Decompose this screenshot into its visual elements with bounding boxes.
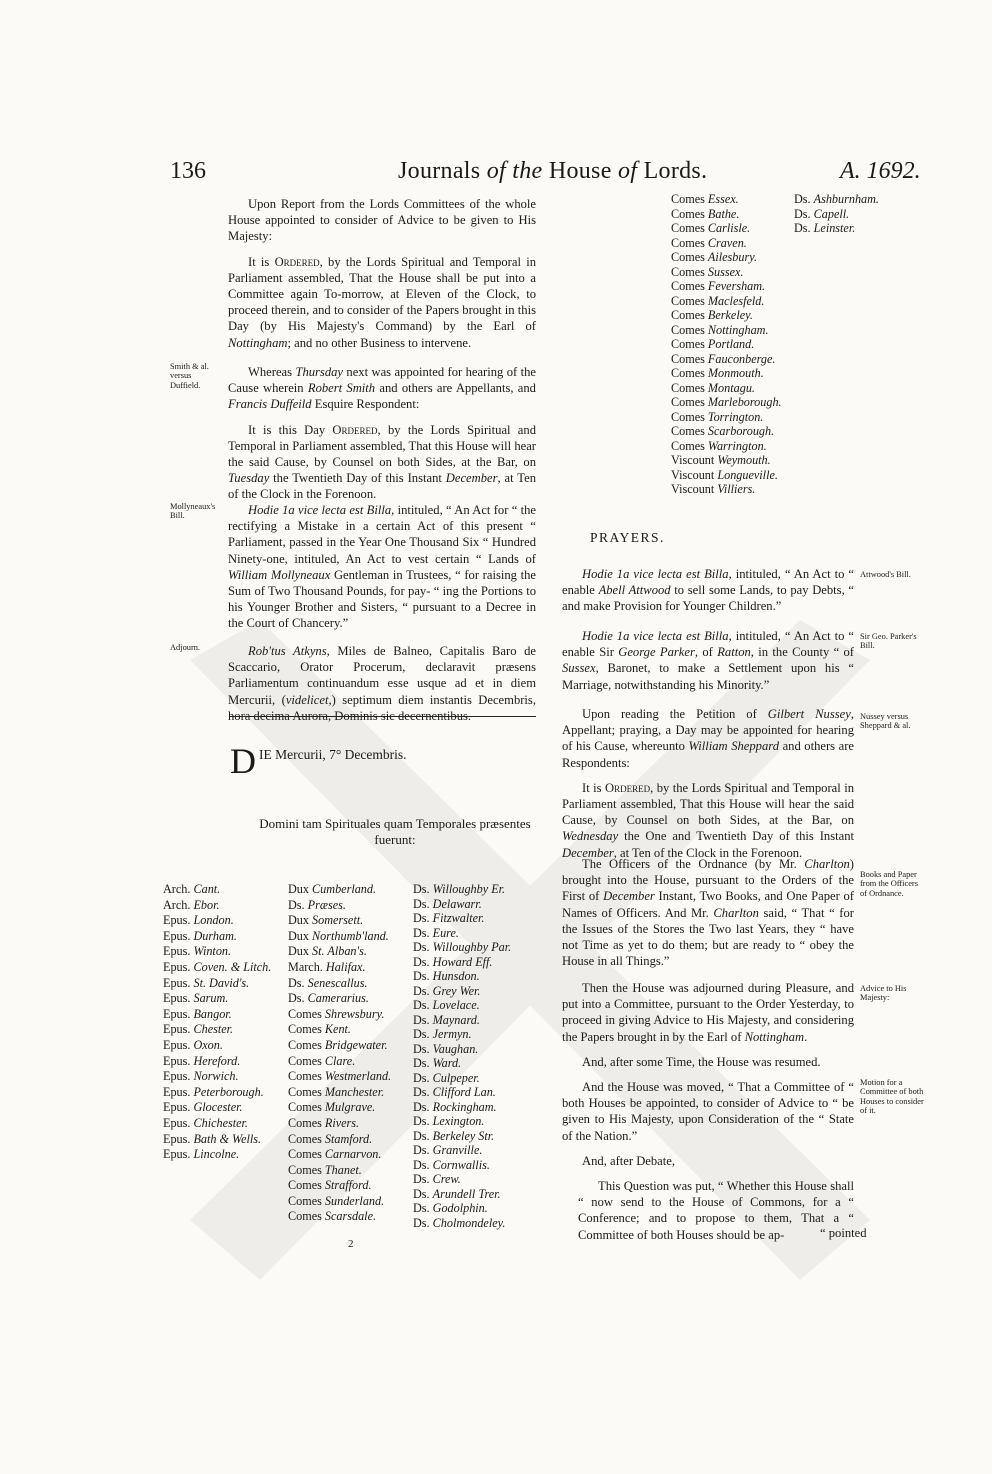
attendance-entry: Comes Bathe.: [671, 206, 740, 221]
attendance-entry: Epus. Chichester.: [163, 1115, 248, 1130]
parker-bill: Hodie 1a vice lecta est Billa, intituled, “ An Act to “ enable Sir George Parker, of Ratton, in the County “ of Sussex, Baronet, to make a Settlement upon his “ Marriage, notwithstanding his Minority.”: [562, 629, 855, 692]
adjournment-paragraph: Rob'tus Atkyns, Miles de Balneo, Capitalis Baro de Scaccario, Orator Procerum, declaravit præsens Parliamentum continuandum esse usque ad et in diem Mercurii, (videlicet,) septimum diem instantis Decembris, hora decima Aurora, Dominis sic decernentibus.: [228, 644, 536, 723]
attendance-entry: Comes Clare.: [288, 1053, 356, 1068]
attendance-entry: Comes Portland.: [671, 337, 755, 351]
attendance-entry: Comes Stamford.: [288, 1131, 373, 1146]
attendance-entry: Ds. Camerarius.: [288, 991, 369, 1006]
attendance-entry: Epus. Oxon.: [163, 1037, 223, 1052]
attendance-entry: Ds. Culpeper.: [413, 1070, 480, 1085]
attendance-entry: Comes Warrington.: [671, 438, 767, 453]
attendance-entry: Epus. Winton.: [163, 944, 232, 959]
attendance-entry: Comes Strafford.: [288, 1178, 372, 1193]
margin-note-mollyneaux: Mollyneaux's Bill.: [170, 502, 216, 521]
attendance-entry: Comes Essex.: [671, 192, 739, 206]
attendance-entry: Ds. Granville.: [413, 1143, 483, 1157]
attendance-entry: Comes Carnarvon.: [288, 1147, 382, 1162]
attendance-column-bishops: [163, 882, 271, 1163]
attendance-entry: Comes Nottingham.: [671, 322, 769, 337]
attendance-entry: Ds. Clifford Lan.: [413, 1085, 496, 1099]
attendance-entry: Comes Carlisle.: [671, 221, 751, 235]
attendance-entry: Epus. Sarum.: [163, 991, 229, 1006]
attendance-entry: March. Halifax.: [288, 959, 366, 974]
die-heading: D IE Mercurii, 7° Decembris.: [230, 741, 407, 781]
attendance-entry: Ds. Fitzwalter.: [413, 911, 485, 925]
attendance-heading: Domini tam Spirituales quam Temporales præsentes fuerunt:: [259, 816, 531, 847]
attendance-entry: Ds. Senescallus.: [288, 975, 368, 990]
catchword: “ pointed: [820, 1226, 867, 1240]
attendance-entry: Ds. Eure.: [413, 925, 459, 940]
attendance-entry: Ds. Lovelace.: [413, 998, 480, 1012]
attendance-entry: Viscount Weymouth.: [671, 453, 771, 467]
attendance-entry: Epus. London.: [163, 913, 234, 928]
attendance-entry: Comes Bridgewater.: [288, 1037, 388, 1052]
attendance-entry: Viscount Longueville.: [671, 467, 778, 482]
attendance-entry: Ds. Rockingham.: [413, 1099, 497, 1114]
attendance-column-earls: [671, 192, 782, 497]
attendance-entry: Comes Monmouth.: [671, 366, 764, 380]
section-rule: [230, 716, 536, 717]
attendance-entry: Comes Maclesfeld.: [671, 293, 765, 308]
margin-note-adjourn: Adjourn.: [170, 643, 201, 652]
attendance-column-barons: [413, 882, 511, 1230]
attwood-bill: Hodie 1a vice lecta est Billa, intituled, “ An Act to “ enable Abell Attwood to sell some Lands, to pay Debts, “ and make Provision for Younger Children.”: [562, 567, 854, 614]
prayers-heading: PRAYERS.: [590, 530, 665, 545]
attendance-entry: Comes Marleborough.: [671, 395, 782, 409]
drop-cap: D: [230, 741, 256, 781]
attendance-entry: Epus. Glocester.: [163, 1100, 243, 1115]
left-column-smith: [228, 364, 536, 512]
left-column-adjourn: [228, 643, 536, 733]
attendance-entry: Ds. Arundell Trer.: [413, 1186, 501, 1201]
attendance-entry: Comes Montagu.: [671, 380, 755, 395]
attendance-entry: Ds. Delawarr.: [413, 896, 482, 911]
attendance-entry: Ds. Berkeley Str.: [413, 1128, 495, 1143]
attendance-column-lords: [794, 192, 879, 236]
attendance-entry: Ds. Maynard.: [413, 1012, 480, 1027]
attendance-entry: Dux St. Alban's.: [288, 944, 367, 959]
margin-note-books: Books and Paper from the Officers of Ordnance.: [860, 870, 918, 898]
attendance-entry: Epus. Hereford.: [163, 1053, 241, 1068]
attendance-entry: Ds. Grey Wer.: [413, 983, 481, 998]
attendance-entry: Comes Mulgrave.: [288, 1100, 376, 1115]
attendance-entry: Epus. St. David's.: [163, 975, 250, 990]
attendance-entry: Viscount Villiers.: [671, 482, 756, 496]
attendance-entry: Comes Sussex.: [671, 264, 744, 279]
attendance-entry: Comes Feversham.: [671, 279, 766, 293]
attendance-entry: Epus. Norwich.: [163, 1069, 239, 1084]
report-paragraph: Upon Report from the Lords Committees of the whole House appointed to consider of Advice to be given to His Majesty:: [228, 197, 536, 244]
attendance-entry: Comes Manchester.: [288, 1084, 385, 1099]
attendance-entry: Dux Somersett.: [288, 913, 364, 928]
whereas-paragraph: Whereas Thursday next was appointed for hearing of the Cause wherein Robert Smith and others are Appellants, and Francis Duffeild Esquire Respondent:: [228, 365, 536, 412]
attendance-entry: Comes Craven.: [671, 235, 747, 250]
attendance-entry: Comes Scarsdale.: [288, 1209, 377, 1224]
attendance-entry: Ds. Hunsdon.: [413, 969, 480, 983]
margin-note-parker: Sir Geo. Parker's Bill.: [860, 632, 917, 651]
committee-section: Then the House was adjourned during Pleasure, and put into a Committee, pursuant to the Order Yesterday, to proceed in giving Advice to His Majesty, and considering the Papers brought in by the Earl of Nottingham. And, after some Time, the House was resumed. And the House was moved, “ That a Committee of “ both Houses be appointed, to consider of Advice to “ be given to His Majesty, upon Consideration of the “ State of the Nation.” And, after Debate, This Question was put, “ Whether this House shall “ now send to the House of Commons, for a “ Conference; and to propose to them, That a “ Committee of both Houses should be ap-: [562, 981, 854, 1242]
attendance-entry: Ds. Præses.: [288, 897, 346, 912]
margin-note-advice: Advice to His Majesty:: [860, 984, 907, 1003]
attendance-entry: Comes Berkeley.: [671, 308, 753, 322]
attendance-entry: Comes Thanet.: [288, 1162, 362, 1177]
attendance-entry: Comes Fauconberge.: [671, 351, 776, 366]
order-committee-paragraph: It is Ordered, by the Lords Spiritual and Temporal in Parliament assembled, That the House shall be put into a Committee again To-morrow, at Eleven of the Clock, to proceed therein, and to consider of the Papers brought in this Day (by His Majesty's Command) by the Earl of Nottingham; and no other Business to intervene.: [228, 254, 536, 350]
attendance-entry: Epus. Bangor.: [163, 1006, 232, 1021]
attendance-entry: Ds. Cholmondeley.: [413, 1215, 506, 1230]
attendance-entry: Epus. Chester.: [163, 1022, 234, 1037]
attendance-entry: Ds. Crew.: [413, 1172, 461, 1186]
attendance-entry: Dux Northumb'land.: [288, 928, 389, 943]
attendance-entry: Ds. Capell.: [794, 206, 850, 221]
attendance-entry: Ds. Willoughby Par.: [413, 940, 512, 954]
attendance-entry: Ds. Jermyn.: [413, 1027, 472, 1041]
attendance-entry: Ds. Godolphin.: [413, 1201, 488, 1215]
attendance-entry: Ds. Ward.: [413, 1056, 462, 1070]
attendance-entry: Ds. Howard Eff.: [413, 954, 493, 969]
attendance-entry: Comes Westmerland.: [288, 1069, 392, 1084]
attendance-entry: Comes Rivers.: [288, 1115, 360, 1130]
left-column-mollyneaux: [228, 502, 536, 641]
left-column-top: [228, 196, 536, 360]
running-title: Journals of the House of Lords.: [398, 158, 708, 184]
attendance-entry: Ds. Cornwallis.: [413, 1157, 490, 1172]
hearing-order-paragraph: It is this Day Ordered, by the Lords Spiritual and Temporal in Parliament assembled, That this House will hear the said Cause, by Counsel on both Sides, at the Bar, on Tuesday the Twentieth Day of this Instant December, at Ten of the Clock in the Forenoon.: [228, 422, 536, 502]
margin-note-nussey: Nussey versus Sheppard & al.: [860, 712, 911, 731]
signature-mark: 2: [348, 1238, 354, 1250]
attendance-entry: Epus. Coven. & Litch.: [163, 959, 272, 974]
attendance-entry: Ds. Willoughby Er.: [413, 882, 506, 896]
mollyneaux-bill-paragraph: Hodie 1a vice lecta est Billa, intituled, “ An Act for “ the rectifying a Mistake in a certain Act of this present “ Parliament, passed in the Year One Thousand Six “ Hundred Ninety-one, intituled, An Act to vest certain “ Lands of William Mollyneaux Gentleman in Trustees, “ for raising the Sum of Two Thousand Pounds, for pay- “ ing the Portions to his Younger Brother and Sisters, “ pursuant to a Decree in the Court of Chancery.”: [228, 503, 537, 631]
attendance-entry: Comes Kent.: [288, 1022, 351, 1037]
attendance-entry: Epus. Lincolne.: [163, 1147, 240, 1162]
attendance-entry: Comes Ailesbury.: [671, 250, 757, 264]
attendance-entry: Ds. Vaughan.: [413, 1041, 479, 1056]
page-number: 136: [170, 158, 206, 184]
page-year: A. 1692.: [840, 158, 921, 184]
attendance-entry: Arch. Cant.: [163, 882, 221, 896]
attendance-entry: Epus. Peterborough.: [163, 1084, 264, 1099]
attendance-entry: Epus. Bath & Wells.: [163, 1131, 262, 1146]
attendance-entry: Ds. Leinster.: [794, 221, 856, 235]
attendance-entry: Ds. Ashburnham.: [794, 192, 879, 206]
margin-note-smith: Smith & al. versus Duffield.: [170, 362, 209, 390]
margin-note-motion: Motion for a Committee of both Houses to consider of it.: [860, 1078, 924, 1116]
attendance-entry: Comes Sunderland.: [288, 1193, 385, 1208]
attendance-entry: Comes Torrington.: [671, 409, 764, 424]
attendance-entry: Ds. Lexington.: [413, 1114, 485, 1128]
attendance-entry: Comes Shrewsbury.: [288, 1006, 385, 1021]
attendance-column-peers: [288, 882, 391, 1225]
attendance-entry: Dux Cumberland.: [288, 882, 377, 896]
attendance-entry: Arch. Ebor.: [163, 897, 220, 912]
margin-note-attwood: Attwood's Bill.: [860, 570, 911, 579]
ordnance-paragraph: The Officers of the Ordnance (by Mr. Charlton) brought into the House, pursuant to the Orders of the First of December Instant, Two Books, and One Paper of Names of Officers. And Mr. Charlton said, “ That “ for the Issues of the Stores the Two last Years, they “ have not Time as yet to do them; but are ready to “ obey the House in all Things.”: [562, 857, 854, 969]
attendance-entry: Epus. Durham.: [163, 928, 237, 943]
attendance-entry: Comes Scarborough.: [671, 424, 775, 438]
nussey-petition: Upon reading the Petition of Gilbert Nussey, Appellant; praying, a Day may be appointed for hearing of his Cause, whereunto William Sheppard and others are Respondents: It is Ordered, by the Lords Spiritual and Temporal in Parliament assembled, That this House will hear the said Cause, by Counsel on both Sides, at the Bar, on Wednesday the One and Twentieth Day of this Instant December, at Ten of the Clock in the Forenoon.: [562, 707, 854, 860]
